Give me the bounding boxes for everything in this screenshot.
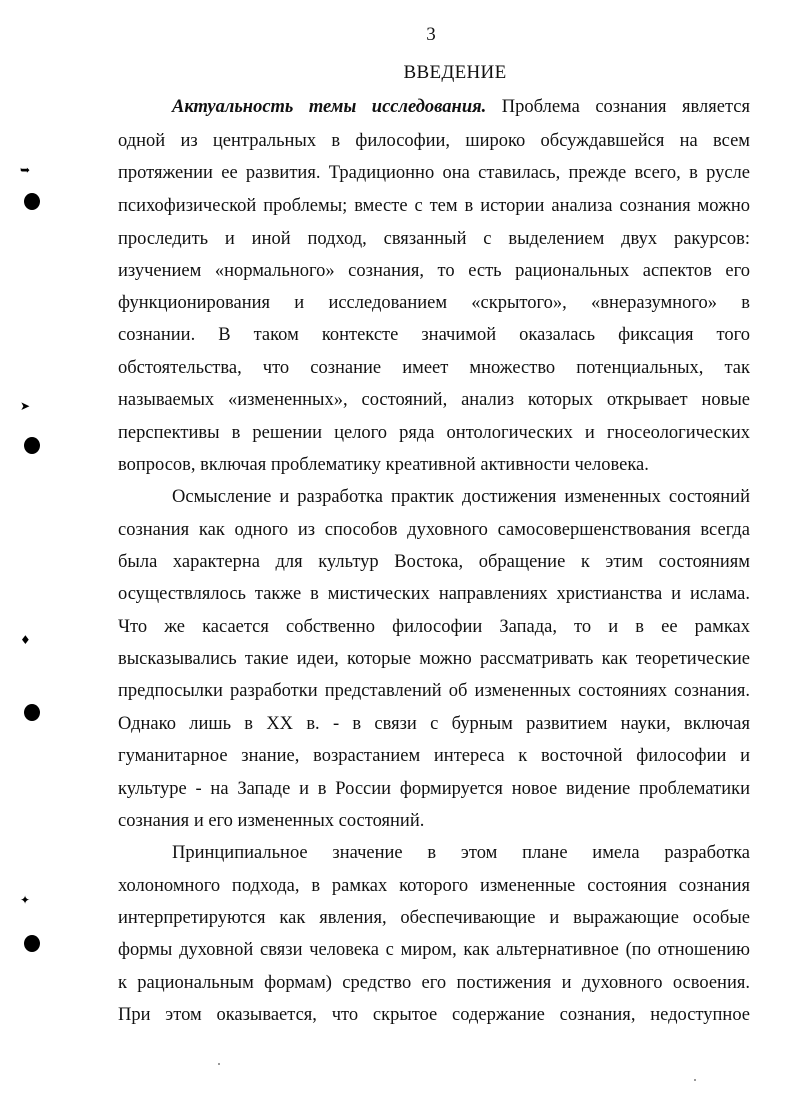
text-line: сознании. В таком контексте значимой оказалась фиксация того bbox=[118, 325, 750, 345]
text-line: Однако лишь в XX в. - в связи с бурным развитием науки, включая bbox=[118, 714, 750, 734]
text-line: культуре - на Западе и в России формируется новое видение проблематики bbox=[118, 779, 750, 799]
punch-hole-icon bbox=[24, 704, 40, 721]
text-line: формы духовной связи человека с миром, как альтернативное (по отношению bbox=[118, 940, 750, 960]
text-line: протяжении ее развития. Традиционно она ставилась, прежде всего, в русле bbox=[118, 163, 750, 183]
text-line bbox=[172, 96, 750, 118]
punch-hole-icon bbox=[24, 437, 40, 454]
scan-speck bbox=[218, 1063, 220, 1065]
text-line: была характерна для культур Востока, обращение к этим состояниям bbox=[118, 552, 750, 572]
page-number: 3 bbox=[426, 24, 436, 45]
scan-speck bbox=[694, 1079, 696, 1081]
topic-relevance-lead: Актуальность темы исследования. bbox=[172, 97, 487, 117]
text-line: сознания как одного из способов духовного самосовершенствования всегда bbox=[118, 520, 750, 540]
text-line: холономного подхода, в рамках которого измененные состояния сознания bbox=[118, 876, 750, 896]
text-line: Принципиальное значение в этом плане имела разработка bbox=[172, 843, 750, 863]
text-line: сознания и его измененных состояний. bbox=[118, 811, 425, 831]
text-line: интерпретируются как явления, обеспечивающие и выражающие особые bbox=[118, 908, 750, 928]
scan-mark-icon: ✦ bbox=[20, 893, 31, 907]
text-line: психофизической проблемы; вместе с тем в истории анализа сознания можно bbox=[118, 196, 750, 216]
scan-mark-icon: ➤ bbox=[20, 399, 31, 413]
punch-hole-icon bbox=[24, 935, 40, 952]
scan-mark-icon: ♦ bbox=[20, 633, 31, 647]
text-line: функционирования и исследованием «скрытого», «внеразумного» в bbox=[118, 293, 750, 313]
text-line: вопросов, включая проблематику креативной активности человека. bbox=[118, 455, 649, 475]
text-line: проследить и иной подход, связанный с выделением двух ракурсов: bbox=[118, 229, 750, 249]
text-line: к рациональным формам) средство его постижения и духовного освоения. bbox=[118, 973, 750, 993]
text-line: перспективы в решении целого ряда онтологических и гносеологических bbox=[118, 423, 750, 443]
text-line: изучением «нормального» сознания, то есть рациональных аспектов его bbox=[118, 261, 750, 281]
scan-mark-icon: ➥ bbox=[20, 163, 31, 177]
text-line: Что же касается собственно философии Запада, то и в ее рамках bbox=[118, 617, 750, 637]
text-line: Осмысление и разработка практик достижения измененных состояний bbox=[172, 487, 750, 507]
text-line: предпосылки разработки представлений об измененных состояниях сознания. bbox=[118, 681, 750, 701]
punch-hole-icon bbox=[24, 193, 40, 210]
text-line: При этом оказывается, что скрытое содержание сознания, недоступное bbox=[118, 1005, 750, 1025]
text-line: обстоятельства, что сознание имеет множество потенциальных, так bbox=[118, 358, 750, 378]
section-heading: ВВЕДЕНИЕ bbox=[403, 62, 507, 83]
text-line: гуманитарное знание, возрастанием интереса к восточной философии и bbox=[118, 746, 750, 766]
text-line: высказывались такие идеи, которые можно рассматривать как теоретические bbox=[118, 649, 750, 669]
text-line: называемых «измененных», состояний, анализ которых открывает новые bbox=[118, 390, 750, 410]
text-line-rest: Проблема сознания является bbox=[501, 97, 750, 117]
text-line: осуществлялось также в мистических направлениях христианства и ислама. bbox=[118, 584, 750, 604]
text-line: одной из центральных в философии, широко обсуждавшейся на всем bbox=[118, 131, 750, 151]
